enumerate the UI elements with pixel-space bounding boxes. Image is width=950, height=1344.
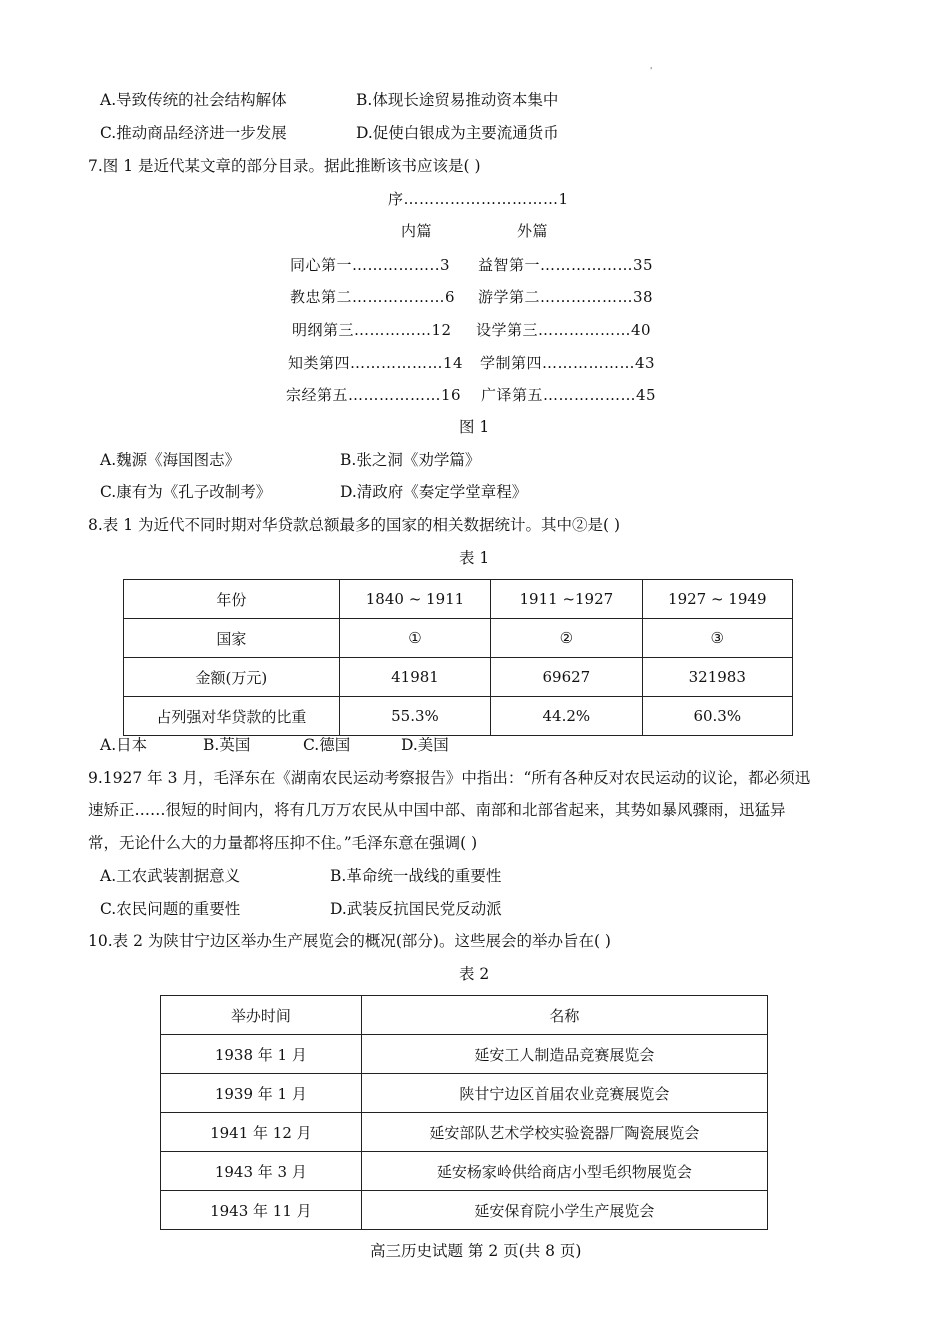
t2-cell: 1943 年 11 月 bbox=[161, 1191, 362, 1230]
t1-cell: ③ bbox=[642, 619, 792, 658]
t1-cell: 69627 bbox=[491, 658, 642, 697]
toc-outer-1: 益智第一………………35 bbox=[478, 256, 654, 274]
q9-option-d[interactable]: D.武装反抗国民党反动派 bbox=[330, 900, 502, 918]
corner-mark: ' bbox=[650, 66, 653, 75]
t1-cell: 60.3% bbox=[642, 697, 792, 736]
q7-stem: 7.图 1 是近代某文章的部分目录。据此推断该书应该是( ) bbox=[88, 157, 481, 175]
t2-header-cell: 举办时间 bbox=[161, 996, 362, 1035]
t1-cell: ② bbox=[491, 619, 642, 658]
table-2-caption: 表 2 bbox=[459, 965, 490, 983]
q9-stem-line-1: 9.1927 年 3 月，毛泽东在《湖南农民运动考察报告》中指出：“所有各种反对农民运动的议论，都必须迅 bbox=[88, 769, 811, 787]
toc-preface: 序…………………………1 bbox=[388, 190, 569, 208]
toc-outer-header: 外篇 bbox=[517, 222, 549, 240]
q7-option-b[interactable]: B.张之洞《劝学篇》 bbox=[340, 451, 481, 469]
q6-option-a[interactable]: A.导致传统的社会结构解体 bbox=[100, 91, 287, 109]
toc-outer-5: 广译第五………………45 bbox=[481, 386, 657, 404]
t2-cell: 延安工人制造品竞赛展览会 bbox=[361, 1035, 767, 1074]
q6-option-d[interactable]: D.促使白银成为主要流通货币 bbox=[356, 124, 559, 142]
q9-stem-line-3: 常，无论什么大的力量都将压抑不住。”毛泽东意在强调( ) bbox=[88, 834, 478, 852]
t1-cell: 1927 ~ 1949 bbox=[642, 580, 792, 619]
q9-option-a[interactable]: A.工农武装割据意义 bbox=[100, 867, 241, 885]
q7-option-c[interactable]: C.康有为《孔子改制考》 bbox=[100, 483, 272, 501]
toc-inner-4: 知类第四………………14 bbox=[288, 354, 464, 372]
toc-inner-header: 内篇 bbox=[401, 222, 433, 240]
toc-inner-2: 教忠第二………………6 bbox=[290, 288, 456, 306]
toc-inner-5: 宗经第五………………16 bbox=[286, 386, 462, 404]
toc-inner-1: 同心第一……………..3 bbox=[290, 256, 451, 274]
q8-option-a[interactable]: A.日本 bbox=[100, 736, 148, 754]
table-1-caption: 表 1 bbox=[459, 549, 490, 567]
t1-cell: 1911 ~1927 bbox=[491, 580, 642, 619]
q7-option-a[interactable]: A.魏源《海国图志》 bbox=[100, 451, 241, 469]
t2-cell: 延安保育院小学生产展览会 bbox=[361, 1191, 767, 1230]
t2-cell: 陕甘宁边区首届农业竞赛展览会 bbox=[361, 1074, 767, 1113]
q8-option-b[interactable]: B.英国 bbox=[203, 736, 251, 754]
toc-outer-2: 游学第二………………38 bbox=[478, 288, 654, 306]
t1-cell: 321983 bbox=[642, 658, 792, 697]
q6-option-b[interactable]: B.体现长途贸易推动资本集中 bbox=[356, 91, 559, 109]
figure-1-caption: 图 1 bbox=[459, 418, 490, 436]
t1-cell: ① bbox=[339, 619, 490, 658]
t2-cell: 1941 年 12 月 bbox=[161, 1113, 362, 1152]
t2-cell: 延安杨家岭供给商店小型毛织物展览会 bbox=[361, 1152, 767, 1191]
t1-cell: 国家 bbox=[124, 619, 340, 658]
t2-cell: 延安部队艺术学校实验瓷器厂陶瓷展览会 bbox=[361, 1113, 767, 1152]
t2-cell: 1943 年 3 月 bbox=[161, 1152, 362, 1191]
t1-cell: 41981 bbox=[339, 658, 490, 697]
toc-inner-3: 明纲第三……………12 bbox=[292, 321, 452, 339]
t1-cell: 年份 bbox=[124, 580, 340, 619]
t2-header-cell: 名称 bbox=[361, 996, 767, 1035]
t2-cell: 1939 年 1 月 bbox=[161, 1074, 362, 1113]
toc-outer-3: 设学第三………………40 bbox=[476, 321, 652, 339]
t1-cell: 55.3% bbox=[339, 697, 490, 736]
t1-cell: 占列强对华贷款的比重 bbox=[124, 697, 340, 736]
page-footer: 高三历史试题 第 2 页(共 8 页) bbox=[370, 1242, 582, 1260]
q9-option-b[interactable]: B.革命统一战线的重要性 bbox=[330, 867, 502, 885]
q10-stem: 10.表 2 为陕甘宁边区举办生产展览会的概况(部分)。这些展会的举办旨在( ) bbox=[88, 932, 611, 950]
q9-option-c[interactable]: C.农民问题的重要性 bbox=[100, 900, 241, 918]
q8-stem: 8.表 1 为近代不同时期对华贷款总额最多的国家的相关数据统计。其中②是( ) bbox=[88, 516, 621, 534]
q8-option-d[interactable]: D.美国 bbox=[401, 736, 449, 754]
q8-option-c[interactable]: C.德国 bbox=[303, 736, 351, 754]
q7-option-d[interactable]: D.清政府《奏定学堂章程》 bbox=[340, 483, 528, 501]
toc-outer-4: 学制第四………………43 bbox=[480, 354, 656, 372]
table-1 bbox=[123, 579, 793, 736]
t1-cell: 44.2% bbox=[491, 697, 642, 736]
q9-stem-line-2: 速矫正……很短的时间内，将有几万万农民从中国中部、南部和北部省起来，其势如暴风骤雨，迅猛异 bbox=[88, 801, 786, 819]
t1-cell: 金额(万元) bbox=[124, 658, 340, 697]
t2-cell: 1938 年 1 月 bbox=[161, 1035, 362, 1074]
t1-cell: 1840 ~ 1911 bbox=[339, 580, 490, 619]
q6-option-c[interactable]: C.推动商品经济进一步发展 bbox=[100, 124, 287, 142]
table-2 bbox=[160, 995, 768, 1230]
